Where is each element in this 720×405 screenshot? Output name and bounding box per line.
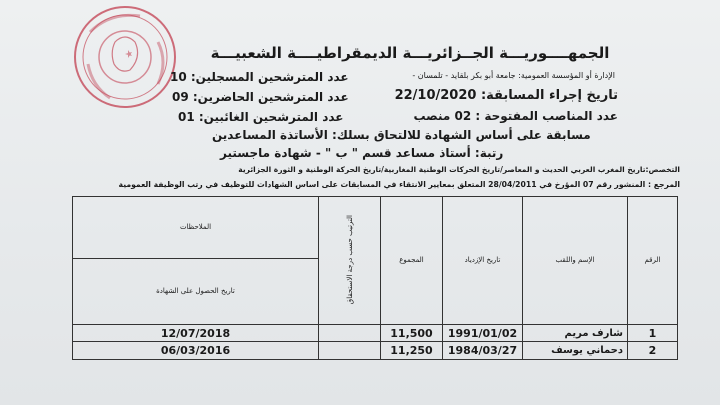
results-table [72, 196, 678, 360]
header-total: المجموع [381, 197, 443, 325]
header-notes: الملاحظات [73, 197, 319, 259]
institution-line: الإدارة أو المؤسسة العمومية: جامعة أبو بكر بلقايد - تلمسان - [412, 71, 615, 80]
table-row [73, 324, 678, 342]
absent-count: عدد المترشحين الغائبين: 01 [178, 110, 344, 124]
exam-date: تاريخ إجراء المسابقة: 22/10/2020 [394, 88, 618, 103]
header-cert-date: تاريخ الحصول على الشهادة [73, 258, 319, 324]
header-name: الإسم واللقب [523, 197, 628, 325]
rank-line: رتبة: أستاذ مساعد قسم " ب " - شهادة ماجستير [220, 146, 504, 160]
row-total: 11,250 [381, 342, 443, 360]
table-row [73, 342, 678, 360]
republic-title: الجمهــــوريـــة الجــزائريـــة الديمقراطيــــة الشعبيـــة [210, 44, 610, 62]
row-birth: 1984/03/27 [443, 342, 523, 360]
row-cert-date: 06/03/2016 [73, 342, 319, 360]
row-cert-date: 12/07/2018 [73, 324, 319, 342]
row-rank [319, 342, 381, 360]
row-name: دحماني يوسف [523, 342, 628, 360]
specialty-line: التخصص:تاريخ المغرب العربي الحديث و المعاصر/تاريخ الحركات الوطنية المغاربية/تاريخ الحركة الوطنية و الثورة الجزائرية [238, 165, 680, 174]
reference-line: المرجع : المنشور رقم 07 المؤرخ في 28/04/2011 المتعلق بمعايير الانتقاء في المسابقات على اساس الشهادات للتوظيف في رتب الوظيفة العمومية [118, 180, 680, 189]
official-stamp-icon [70, 2, 180, 112]
registered-count: عدد المترشحين المسجلين: 10 [170, 70, 349, 84]
row-birth: 1991/01/02 [443, 324, 523, 342]
row-total: 11,500 [381, 324, 443, 342]
row-rank [319, 324, 381, 342]
present-count: عدد المترشحين الحاضرين: 09 [172, 90, 349, 104]
header-birth: تاريخ الإزدياد [443, 197, 523, 325]
row-name: شارف مريم [523, 324, 628, 342]
header-num: الرقم [628, 197, 678, 325]
open-posts: عدد المناصب المفتوحة : 02 منصب [413, 109, 618, 123]
row-num: 2 [628, 342, 678, 360]
row-num: 1 [628, 324, 678, 342]
header-rank: الترتيب حسب درجة الاستحقاق [319, 197, 381, 325]
competition-line: مسابقة على أساس الشهادة للالتحاق بسلك: الأساتذة المساعدين [212, 128, 591, 142]
